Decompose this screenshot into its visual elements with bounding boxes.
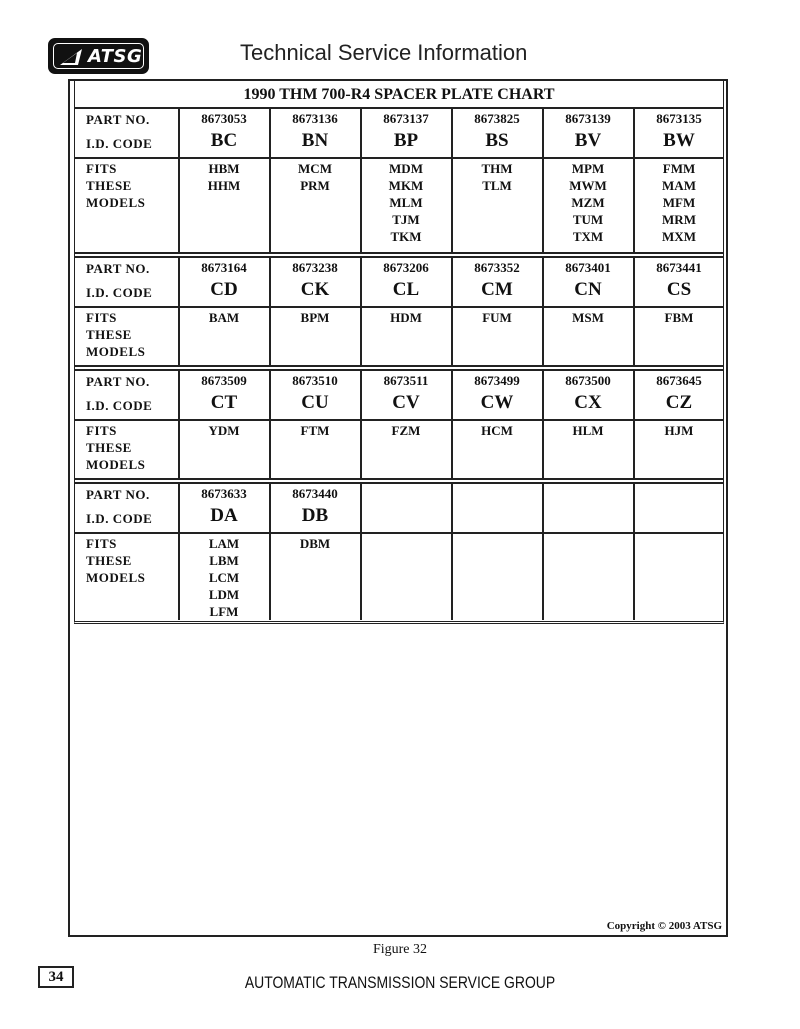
page-number: 34: [38, 966, 74, 988]
model-code: FZM: [391, 423, 421, 438]
fits-models-label: FITS: [86, 310, 117, 325]
part-number: 8673136: [292, 111, 338, 126]
model-code: FBM: [664, 310, 694, 325]
fits-models-label: THESE: [86, 178, 132, 193]
column-divider: [542, 484, 544, 620]
part-number: 8673440: [292, 486, 338, 501]
part-number: 8673352: [474, 260, 520, 275]
part-number: 8673633: [201, 486, 247, 501]
model-code: HHM: [207, 178, 241, 193]
model-code: MLM: [389, 195, 423, 210]
row-divider: [74, 306, 724, 308]
figure-caption: Figure 32: [372, 942, 428, 957]
fits-models-label: FITS: [86, 536, 117, 551]
column-divider: [633, 484, 635, 620]
fits-models-label: MODELS: [86, 457, 146, 472]
model-code: LCM: [208, 570, 240, 585]
model-code: LAM: [208, 536, 240, 551]
part-number: 8673825: [474, 111, 520, 126]
part-number-label: PART NO.: [86, 112, 150, 127]
model-code: HJM: [664, 423, 694, 438]
part-number: 8673238: [292, 260, 338, 275]
id-code: CS: [666, 279, 692, 300]
group-divider: [74, 369, 724, 371]
transmission-logo-icon: [58, 47, 84, 67]
model-code: FUM: [482, 310, 512, 325]
id-code: CX: [574, 392, 602, 413]
model-code: FTM: [300, 423, 330, 438]
id-code: CW: [480, 392, 514, 413]
logo-text: ATSG: [88, 46, 143, 67]
id-code: BW: [663, 130, 695, 151]
fits-models-label: THESE: [86, 553, 132, 568]
fits-models-label: MODELS: [86, 344, 146, 359]
chart-title: 1990 THM 700-R4 SPACER PLATE CHART: [243, 86, 555, 103]
column-divider: [451, 484, 453, 620]
model-code: YDM: [208, 423, 240, 438]
page-header-title: Technical Service Information: [240, 40, 528, 65]
id-code: BV: [574, 130, 602, 151]
id-code: CT: [210, 392, 238, 413]
model-code: FMM: [662, 161, 696, 176]
model-code: THM: [481, 161, 513, 176]
model-code: TJM: [392, 212, 420, 227]
part-number: 8673206: [383, 260, 429, 275]
model-code: LDM: [208, 587, 240, 602]
title-divider: [74, 107, 724, 109]
model-code: HLM: [572, 423, 604, 438]
id-code: CV: [392, 392, 420, 413]
model-code: MKM: [388, 178, 424, 193]
model-code: MFM: [662, 195, 696, 210]
row-divider: [74, 419, 724, 421]
model-code: MDM: [389, 161, 423, 176]
part-number: 8673509: [201, 373, 247, 388]
model-code: MZM: [571, 195, 605, 210]
part-number: 8673511: [383, 373, 429, 388]
part-number: 8673139: [565, 111, 611, 126]
id-code: CK: [300, 279, 330, 300]
part-number: 8673510: [292, 373, 338, 388]
id-code-label: I.D. CODE: [86, 511, 153, 526]
id-code-label: I.D. CODE: [86, 136, 153, 151]
part-number: 8673645: [656, 373, 702, 388]
model-code: PRM: [300, 178, 330, 193]
model-code: MXM: [662, 229, 696, 244]
group-divider: [74, 482, 724, 484]
part-number: 8673499: [474, 373, 520, 388]
fits-models-label: MODELS: [86, 570, 146, 585]
id-code-label: I.D. CODE: [86, 398, 153, 413]
model-code: TXM: [572, 229, 604, 244]
part-number-label: PART NO.: [86, 261, 150, 276]
model-code: MWM: [569, 178, 607, 193]
id-code: BN: [301, 130, 329, 151]
id-code: CN: [574, 279, 602, 300]
id-code: CU: [301, 392, 329, 413]
model-code: TKM: [390, 229, 422, 244]
id-code: CD: [210, 279, 238, 300]
fits-models-label: THESE: [86, 327, 132, 342]
part-number: 8673053: [201, 111, 247, 126]
id-code: CM: [481, 279, 513, 300]
part-number: 8673441: [656, 260, 702, 275]
model-code: LFM: [209, 604, 239, 619]
model-code: MAM: [662, 178, 696, 193]
model-code: TUM: [572, 212, 604, 227]
model-code: HBM: [208, 161, 240, 176]
part-number: 8673135: [656, 111, 702, 126]
part-number: 8673401: [565, 260, 611, 275]
id-code: CZ: [665, 392, 693, 413]
id-code: BS: [485, 130, 509, 151]
part-number: 8673137: [383, 111, 429, 126]
model-code: BAM: [208, 310, 240, 325]
model-code: DBM: [299, 536, 331, 551]
model-code: MSM: [572, 310, 604, 325]
footer-text: AUTOMATIC TRANSMISSION SERVICE GROUP: [244, 973, 556, 992]
model-code: MCM: [298, 161, 332, 176]
row-divider: [74, 532, 724, 534]
model-code: LBM: [209, 553, 239, 568]
row-divider: [74, 157, 724, 159]
model-code: MPM: [571, 161, 605, 176]
atsg-logo: [48, 38, 149, 74]
part-number-label: PART NO.: [86, 374, 150, 389]
id-code: DB: [301, 505, 329, 526]
model-code: TLM: [482, 178, 512, 193]
fits-models-label: THESE: [86, 440, 132, 455]
model-code: HCM: [481, 423, 513, 438]
fits-models-label: FITS: [86, 161, 117, 176]
model-code: BPM: [300, 310, 330, 325]
id-code: BP: [393, 130, 419, 151]
part-number-label: PART NO.: [86, 487, 150, 502]
group-divider: [74, 252, 724, 254]
fits-models-label: MODELS: [86, 195, 146, 210]
id-code-label: I.D. CODE: [86, 285, 153, 300]
group-divider: [74, 256, 724, 258]
copyright-notice: Copyright © 2003 ATSG: [606, 920, 722, 932]
group-divider: [74, 478, 724, 480]
model-code: HDM: [390, 310, 422, 325]
id-code: BC: [210, 130, 238, 151]
id-code: DA: [210, 505, 238, 526]
part-number: 8673500: [565, 373, 611, 388]
group-divider: [74, 365, 724, 367]
id-code: CL: [392, 279, 420, 300]
part-number: 8673164: [201, 260, 247, 275]
fits-models-label: FITS: [86, 423, 117, 438]
model-code: MRM: [662, 212, 696, 227]
